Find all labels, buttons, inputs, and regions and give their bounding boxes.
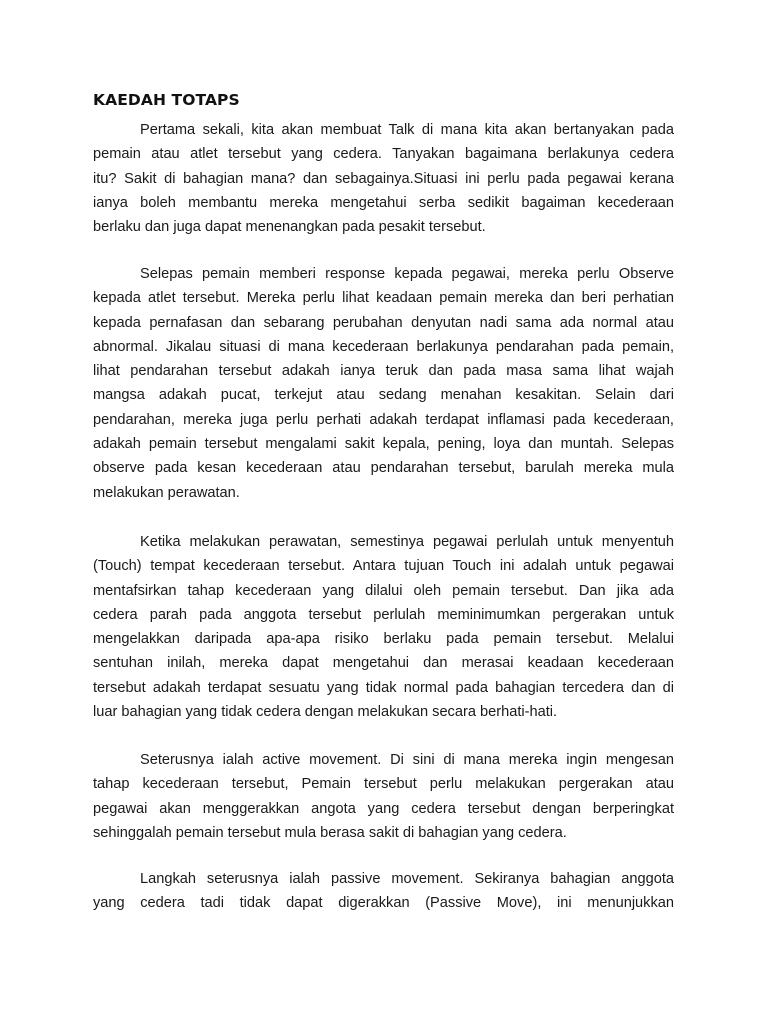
paragraph-line: (Touch) tempat kecederaan tersebut. Antara tujuan Touch ini adalah untuk pegawai xyxy=(93,558,674,575)
paragraph-line: tahap kecederaan tersebut, Pemain tersebut perlu melakukan pergerakan atau xyxy=(93,776,674,793)
paragraph-line: pegawai akan menggerakkan angota yang cedera tersebut dengan berperingkat xyxy=(93,800,674,817)
paragraph-line: ianya boleh membantu mereka mengetahui serba sedikit bagaiman kecederaan xyxy=(93,194,674,211)
paragraph-line: Pertama sekali, kita akan membuat Talk di mana kita akan bertanyakan pada xyxy=(140,122,674,138)
paragraph-line: Selepas pemain memberi response kepada pegawai, mereka perlu Observe xyxy=(140,266,674,282)
paragraph-line: lihat pendarahan tersebut adakah ianya teruk dan pada masa sama lihat wajah xyxy=(93,363,674,380)
paragraph-line: luar bahagian yang tidak cedera dengan melakukan secara berhati-hati. xyxy=(93,704,558,721)
paragraph-line: sehinggalah pemain tersebut mula berasa sakit di bahagian yang cedera. xyxy=(93,824,567,841)
paragraph-touch xyxy=(93,530,674,724)
paragraph-line: Langkah seterusnya ialah passive movement. Sekiranya bahagian anggota xyxy=(140,871,674,887)
paragraph-line: berlaku dan juga dapat menenangkan pada pesakit tersebut. xyxy=(93,219,486,236)
paragraph-talk xyxy=(93,118,674,239)
document-heading: KAEDAH TOTAPS xyxy=(93,91,240,109)
paragraph-line: adakah pemain tersebut mengalami sakit kepala, pening, loya dan muntah. Selepas xyxy=(93,436,674,453)
paragraph-line: mangsa adakah pucat, terkejut atau sedang menahan kesakitan. Selain dari xyxy=(93,387,674,404)
paragraph-observe xyxy=(93,262,674,505)
paragraph-line: sentuhan inilah, mereka dapat mengetahui dan merasai keadaan kecederaan xyxy=(93,655,674,672)
paragraph-line: melakukan perawatan. xyxy=(93,484,240,501)
paragraph-active-movement xyxy=(93,748,674,845)
paragraph-line: yang cedera tadi tidak dapat digerakkan (Passive Move), ini menunjukkan xyxy=(93,895,674,912)
paragraph-line: Seterusnya ialah active movement. Di sini di mana mereka ingin mengesan xyxy=(140,752,674,768)
paragraph-line: mengelakkan daripada apa-apa risiko berlaku pada pemain tersebut. Melalui xyxy=(93,631,674,648)
paragraph-line: kepada atlet tersebut. Mereka perlu lihat keadaan pemain mereka dan beri perhatian xyxy=(93,290,674,307)
paragraph-line: abnormal. Jikalau situasi di mana kecederaan berlakunya pendarahan pada pemain, xyxy=(93,338,674,355)
paragraph-line: pemain atau atlet tersebut yang cedera. Tanyakan bagaimana berlakunya cedera xyxy=(93,146,674,163)
paragraph-line: observe pada kesan kecederaan atau pendarahan tersebut, barulah mereka mula xyxy=(93,460,674,477)
paragraph-line: itu? Sakit di bahagian mana? dan sebagainya.Situasi ini perlu pada pegawai kerana xyxy=(93,170,674,187)
paragraph-line: pendarahan, mereka juga perlu perhati adakah terdapat inflamasi pada kecederaan, xyxy=(93,411,674,428)
paragraph-line: mentafsirkan tahap kecederaan yang dilalui oleh pemain tersebut. Dan jika ada xyxy=(93,582,674,599)
paragraph-line: Ketika melakukan perawatan, semestinya pegawai perlulah untuk menyentuh xyxy=(140,534,674,550)
paragraph-line: kepada pernafasan dan sebarang perubahan denyutan nadi sama ada normal atau xyxy=(93,314,674,331)
paragraph-line: cedera parah pada anggota tersebut perlulah meminimumkan pergerakan untuk xyxy=(93,606,674,623)
paragraph-passive-movement xyxy=(93,867,674,916)
paragraph-line: tersebut adakah terdapat sesuatu yang tidak normal pada bahagian tercedera dan di xyxy=(93,679,674,696)
